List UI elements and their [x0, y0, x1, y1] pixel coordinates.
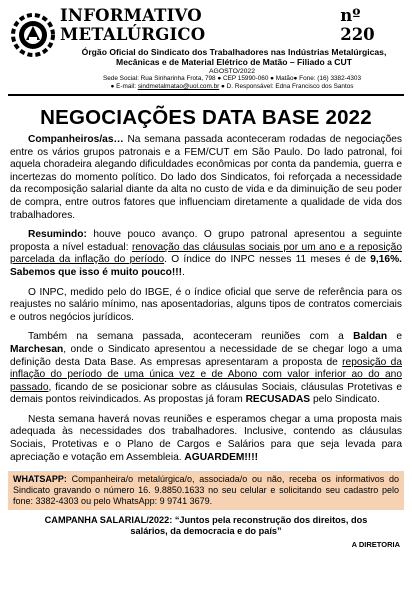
paragraph-3: O INPC, medido pelo do IBGE, é o índice oficial que serve de referência para os reajustes no salário mínimo, nas aposentadorias, alguns tipos de contratos comerciais e outros negócios jurídicos.: [10, 286, 402, 323]
paragraph-2-text-a: houve pouco avanço. O grupo patronal apresentou a seguinte proposta a nível estadual:: [10, 229, 402, 253]
whatsapp-label: WHATSAPP:: [13, 474, 67, 485]
paragraph-4-text-c: , onde o Sindicato apresentou a necessidade de se chegar logo a uma definição desta Data Base. As empresas apresentaram a proposta de: [10, 343, 402, 368]
email-link[interactable]: sindmetalmatao@uol.com.br: [137, 83, 220, 91]
address-line-2: [60, 83, 404, 91]
campaign-line-2: salários, da democracia e do país”: [130, 526, 282, 537]
rejected-label: RECUSADAS: [245, 394, 311, 406]
paragraph-5: [10, 414, 402, 464]
company-baldan: Baldan: [353, 331, 388, 343]
email-prefix: ● E-mail:: [110, 83, 138, 91]
issue-date: AGOSTO/2022: [209, 68, 255, 75]
headline: NEGOCIAÇÕES DATA BASE 2022: [40, 106, 372, 129]
article-body: [8, 134, 404, 464]
await-callout: AGUARDEM!!!!: [184, 451, 258, 463]
paragraph-2-text-c: .: [182, 266, 185, 278]
whatsapp-text: Companheira/o metalúrgica/o, associada/o ou não, receba os informativos do Sindicato gravando o número 16. 9.8850.1633 no seu celular e solicitando seu cadastro pelo fone: 3382-4303 ou pelo WhatsApp: 9 9741 3679.: [13, 474, 399, 507]
paragraph-2-text-b: . O índice do INPC nesses 11 meses é de: [164, 254, 371, 266]
paragraph-4-text-e: pelo Sindicato.: [310, 394, 380, 406]
masthead: [8, 6, 404, 98]
whatsapp-notice: [8, 471, 404, 510]
union-gear-logo-icon: [10, 10, 56, 60]
company-proposal: reposição da inflação do período de uma única vez e de Abono com valor inferior ao do ano passado: [10, 356, 402, 393]
issue-number: nº 220: [340, 6, 375, 44]
masthead-text: [60, 6, 404, 91]
newsletter-title: INFORMATIVO METALÚRGICO: [60, 6, 206, 44]
paragraph-1: [10, 134, 402, 222]
campaign-slogan: [8, 515, 404, 537]
paragraph-4-text-a: Também na semana passada, aconteceram reuniões com a: [28, 331, 354, 343]
paragraph-4-text-b: e: [387, 331, 403, 343]
employer-proposal: renovação das cláusulas sociais por um ano e a reposição parcelada da inflação do período: [10, 241, 403, 266]
paragraph-4-text-d: , ficando de se posicionar sobre as cláusulas Sociais, cláusulas Protetivas e demais pontos reivindicados. As propostas já foram: [10, 381, 402, 406]
paragraph-5-text: Nesta semana haverá novas reuniões e esperamos chegar a uma proposta mais adequada às necessidades dos trabalhadores. Inclusive, contendo as cláusulas Sociais, Protetivas e o Plano de Cargos e Salários para que seja levada para apreciação e votação em Assembleia.: [10, 413, 402, 463]
responsible-director: ● D. Responsável: Edna Francisco dos Santos: [219, 83, 354, 91]
company-marchesan: Marchesan: [10, 343, 64, 355]
paragraph-1-text: Na semana passada aconteceram rodadas de negociações entre os vários grupos patronais e a FEM/CUT em São Paulo. Do lado patronal, foi aquela choradeira alegando dificuldades econômicas por conta da pandemia, guerra e incertezas do momento político. Do lado dos Sindicatos, foi reforçada a necessidade da recomposição salarial diante da alta no custo de vida e da diminuição de seu poder de compra, entre outros fatores que influenciam diretamente a qualidade de vida dos trabalhadores.: [10, 134, 402, 221]
summary-label: Resumindo:: [28, 229, 87, 241]
paragraph-2: [10, 229, 402, 279]
address-line-1: Sede Social: Rua Sinharinha Frota, 798 ● CEP 15990-060 ● Matão● Fone: (16) 3382-4303: [102, 75, 361, 82]
organization-line-1: Órgão Oficial do Sindicato dos Trabalhadores nas Indústrias Metalúrgicas,: [81, 47, 387, 57]
masthead-divider: [8, 94, 404, 96]
signature: A DIRETORIA: [351, 540, 400, 550]
paragraph-4: [10, 331, 402, 407]
inpc-rate: 9,16%. Sabemos que isso é muito pouco!!!: [10, 254, 402, 278]
greeting: Companheiros/as…: [28, 134, 124, 145]
campaign-line-1: CAMPANHA SALARIAL/2022: “Juntos pela reconstrução dos direitos, dos: [44, 515, 368, 526]
organization-line-2: Mecânicas e de Material Elétrico de Matão – Filiado a CUT: [116, 57, 352, 67]
